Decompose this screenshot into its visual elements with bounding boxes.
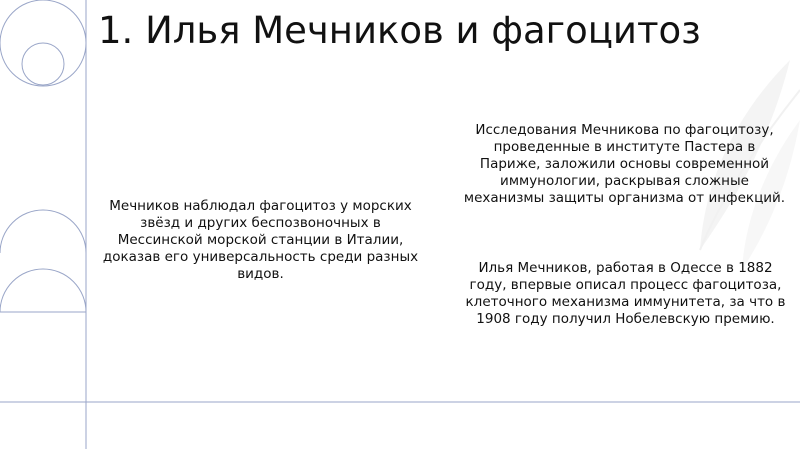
- right-bottom-paragraph: Илья Мечников, работая в Одессе в 1882 году, впервые описал процесс фагоцитоза, клеточного механизма иммунитета, за что в 1908 году получил Нобелевскую премию.: [465, 260, 786, 327]
- slide-title: 1. Илья Мечников и фагоцитоз: [98, 9, 701, 52]
- left-paragraph: Мечников наблюдал фагоцитоз у морских звёзд и других беспозвоночных в Мессинской морской станции в Италии, доказав его универсальность среди разных видов.: [102, 198, 419, 282]
- right-top-paragraph: Исследования Мечникова по фагоцитозу, проведенные в институте Пастера в Париже, заложили основы современной иммунологии, раскрывая сложные механизмы защиты организма от инфекций.: [463, 122, 786, 206]
